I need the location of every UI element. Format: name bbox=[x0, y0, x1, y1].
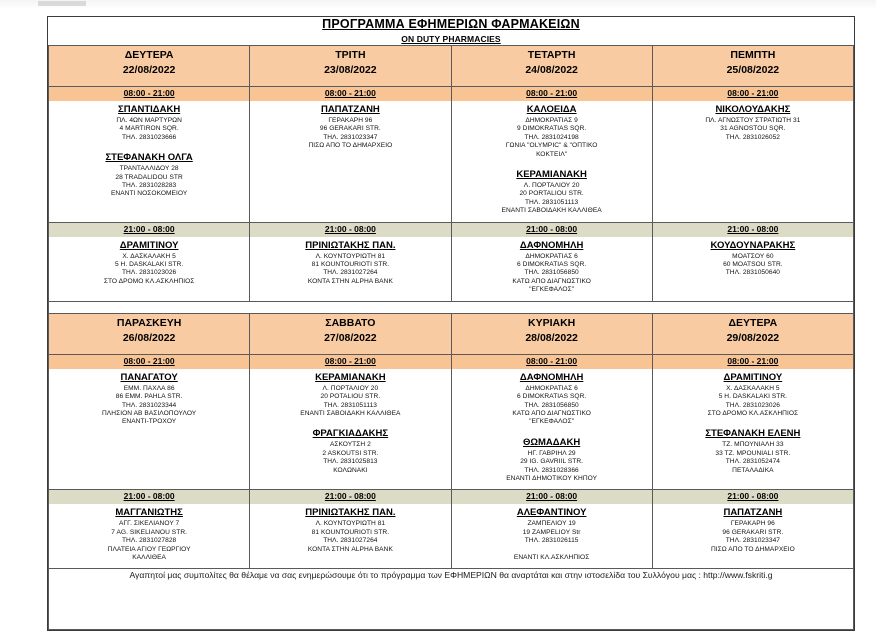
night-shift-row-week2 bbox=[49, 490, 854, 569]
pharmacy-detail-line: 4 MARTIRON SQR. bbox=[119, 125, 179, 133]
pharmacy-entry bbox=[252, 240, 448, 287]
pharmacy-detail-line: Λ. ΠΟΡΤΑΛΙΟΥ 20 bbox=[523, 182, 580, 190]
pharmacy-detail-line: ΠΙΣΩ ΑΠΟ ΤΟ ΔΗΜΑΡΧΕΙΟ bbox=[308, 142, 393, 150]
pharmacy-name: ΦΡΑΓΚΙΑΔΑΚΗΣ bbox=[312, 428, 389, 440]
pharmacy-detail-line: ΣΤΟ ΔΡΟΜΟ ΚΛ.ΑΣΚΛΗΠΙΟΣ bbox=[103, 277, 195, 285]
pharmacy-name: ΚΟΥΔΟΥΝΑΡΑΚΗΣ bbox=[710, 239, 796, 251]
pharmacy-detail-line: 7 AG. SIKELIANOU STR. bbox=[111, 528, 188, 536]
pharmacy-detail-line: 2 ASKOUTSI STR. bbox=[322, 449, 379, 457]
shift-band-day: 08:00 - 21:00 bbox=[452, 87, 652, 101]
pharmacy-entry bbox=[454, 507, 650, 562]
pharmacy-name: ΚΕΡΑΜΙΑΝΑΚΗ bbox=[315, 371, 386, 383]
pharmacy-detail-line: ΓΕΡΑΚΑΡΗ 96 bbox=[328, 117, 373, 124]
pharmacy-detail-line: 33 TZ. MPOUNIALI STR. bbox=[715, 449, 791, 457]
day-header-sat bbox=[250, 313, 451, 354]
pharmacy-detail-line: ΔΗΜΟΚΡΑΤΙΑΣ 6 bbox=[525, 384, 578, 392]
day-date: 23/08/2022 bbox=[324, 64, 377, 76]
pharmacy-entry bbox=[51, 104, 247, 142]
pharmacy-detail-line: ΠΙΣΩ ΑΠΟ ΤΟ ΔΗΜΑΡΧΕΙΟ bbox=[710, 545, 795, 553]
week-separator bbox=[49, 301, 854, 313]
browser-top-strip bbox=[0, 0, 876, 9]
day-header-mon2 bbox=[652, 313, 853, 354]
shift-band-night: 21:00 - 08:00 bbox=[452, 490, 652, 504]
day-name: ΚΥΡΙΑΚΗ bbox=[527, 316, 576, 329]
pharmacy-entry bbox=[252, 372, 448, 419]
pharmacy-detail-line: ΤΗΛ. 2831050640 bbox=[725, 269, 781, 277]
pharmacy-list bbox=[452, 369, 652, 490]
pharmacy-list bbox=[49, 369, 249, 433]
pharmacy-detail-line: ΖΑΜΠΕΛΙΟΥ 19 bbox=[527, 520, 576, 528]
pharmacy-name: ΝΙΚΟΛΟΥΔΑΚΗΣ bbox=[715, 104, 791, 115]
day-name: ΠΕΜΠΤΗ bbox=[730, 49, 776, 61]
pharmacy-detail-line: ΤΗΛ. 2831051113 bbox=[524, 198, 579, 206]
shift-band-night: 21:00 - 08:00 bbox=[250, 223, 450, 237]
pharmacy-name: ΔΡΑΜΙΤΙΝΟΥ bbox=[723, 371, 783, 383]
night-shift-cell bbox=[49, 222, 250, 301]
pharmacy-detail-line: ΚΑΤΩ ΑΠΟ ΔΙΑΓΝΩΣΤΙΚΟ bbox=[512, 277, 591, 285]
pharmacy-detail-line: ΚΟΚΤΕΙΛ" bbox=[536, 150, 568, 158]
pharmacy-detail-line: ΓΕΡΑΚΑΡΗ 96 bbox=[730, 520, 775, 528]
pharmacy-list bbox=[250, 237, 450, 293]
schedule-table bbox=[48, 17, 854, 630]
pharmacy-detail-line: ΜΟΑΤΣΟΥ 60 bbox=[732, 252, 774, 260]
pharmacy-detail-line: ΤΗΛ. 2831025813 bbox=[323, 458, 378, 466]
day-date: 27/08/2022 bbox=[324, 331, 377, 344]
pharmacy-detail-line: ΚΑΤΩ ΑΠΟ ΔΙΑΓΝΩΣΤΙΚΟ bbox=[512, 409, 591, 417]
pharmacy-detail-line: Χ. ΔΑΣΚΑΛΑΚΗ 5 bbox=[726, 384, 780, 392]
pharmacy-entry bbox=[252, 507, 448, 554]
pharmacy-name: ΠΡΙΝΙΩΤΑΚΗΣ ΠΑΝ. bbox=[305, 507, 396, 519]
pharmacy-entry bbox=[655, 428, 851, 475]
pharmacy-detail-line: 81 KOUNTOURIOTI STR. bbox=[311, 261, 390, 269]
pharmacy-name: ΔΑΦΝΟΜΗΛΗ bbox=[519, 371, 584, 383]
pharmacy-detail-line: 5 Η. DASKALAKI STR. bbox=[114, 261, 184, 269]
day-name: ΔΕΥΤΕΡΑ bbox=[728, 316, 778, 329]
pharmacy-detail-line: ΑΣΚΟΥΤΣΗ 2 bbox=[329, 441, 371, 449]
pharmacy-list bbox=[49, 504, 249, 568]
pharmacy-detail-line: 96 GERAKARI STR. bbox=[319, 125, 381, 133]
day-shift-cell bbox=[49, 87, 250, 223]
pharmacy-detail-line: 96 GERAKARI STR. bbox=[722, 528, 784, 536]
footer-cell bbox=[49, 569, 854, 630]
pharmacy-list bbox=[653, 237, 853, 284]
pharmacy-detail-line: ΤΗΛ. 2831023026 bbox=[725, 401, 781, 409]
pharmacy-detail-line: ΤΗΛ. 2831026115 bbox=[524, 537, 579, 545]
pharmacy-detail-line: 5 Η. DASKALAKI STR. bbox=[718, 393, 788, 401]
day-shift-row-week1 bbox=[49, 87, 854, 223]
pharmacy-list bbox=[653, 369, 853, 481]
page-title: ΠΡΟΓΡΑΜΜΑ ΕΦΗΜΕΡΙΩΝ ΦΑΡΜΑΚΕΙΩΝ bbox=[322, 17, 580, 31]
day-header-tue bbox=[250, 46, 451, 87]
pharmacy-detail-line: ΤΗΛ. 2831052474 bbox=[725, 458, 781, 466]
on-duty-pharmacies-sheet bbox=[47, 16, 855, 631]
day-shift-cell bbox=[652, 87, 853, 223]
footer-note: Αγαπητοί μας συμπολίτες θα θέλαμε να σας ενημερώσουμε ότι το πρόγραμμα των ΕΦΗΜΕΡΙΩΝ θα αναρτάται και στην ιστοσελίδα του Συλλόγου μας : http://www.fskriti.g bbox=[129, 570, 773, 581]
pharmacy-detail-line: ΗΓ. ΓΑΒΡΙΗΛ 29 bbox=[527, 449, 576, 457]
pharmacy-detail-line: ΚΟΛΩΝΑΚΙ bbox=[333, 466, 368, 474]
pharmacy-name: ΚΕΡΑΜΙΑΝΑΚΗ bbox=[516, 169, 587, 181]
night-shift-row-week1 bbox=[49, 222, 854, 301]
day-shift-row-week2 bbox=[49, 354, 854, 490]
pharmacy-detail-line: ΔΗΜΟΚΡΑΤΙΑΣ 9 bbox=[525, 117, 578, 124]
pharmacy-detail-line: "ΕΓΚΕΦΑΛΟΣ" bbox=[529, 418, 575, 426]
pharmacy-entry bbox=[454, 437, 650, 484]
pharmacy-detail-line: 81 KOUNTOURIOTI STR. bbox=[311, 528, 390, 536]
table-body bbox=[49, 17, 854, 630]
day-name: ΣΑΒΒΑΤΟ bbox=[325, 316, 376, 329]
pharmacy-entry bbox=[655, 240, 851, 278]
shift-band-day: 08:00 - 21:00 bbox=[250, 87, 450, 101]
pharmacy-entry bbox=[51, 240, 247, 287]
pharmacy-detail-line: 29 IG. GAVRIIL STR. bbox=[520, 458, 584, 466]
pharmacy-detail-line: ΤΗΛ. 2831023347 bbox=[323, 133, 378, 141]
pharmacy-name: ΠΑΠΑΤΖΑΝΗ bbox=[723, 507, 783, 519]
pharmacy-detail-line: 20 POTALIOU STR. bbox=[320, 393, 381, 401]
pharmacy-entry bbox=[655, 372, 851, 419]
pharmacy-detail-line: 28 TRADALIDOU STR bbox=[115, 173, 183, 181]
pharmacy-detail-line: ΤΗΛ. 2831056850 bbox=[524, 401, 579, 409]
night-shift-cell bbox=[49, 490, 250, 569]
pharmacy-detail-line: Λ. ΚΟΥΝΤΟΥΡΙΩΤΗ 81 bbox=[315, 520, 386, 528]
pharmacy-name: ΔΑΦΝΟΜΗΛΗ bbox=[519, 239, 584, 251]
pharmacy-name: ΣΤΕΦΑΝΑΚΗ ΟΛΓΑ bbox=[105, 152, 193, 164]
pharmacy-detail-line: ΤΗΛ. 2831023344 bbox=[121, 401, 177, 409]
pharmacy-name: ΔΡΑΜΙΤΙΝΟΥ bbox=[119, 239, 179, 251]
pharmacy-detail-line: ΚΟΝΤΑ ΣΤΗΝ ALPHA BANK bbox=[307, 277, 393, 285]
week-separator-row bbox=[49, 301, 854, 313]
day-name: ΤΕΤΑΡΤΗ bbox=[527, 49, 576, 61]
pharmacy-name: ΠΑΝΑΓΑΤΟΥ bbox=[120, 371, 178, 383]
pharmacy-list bbox=[250, 369, 450, 481]
pharmacy-detail-line: ΣΤΟ ΔΡΟΜΟ ΚΛ.ΑΣΚΛΗΠΙΟΣ bbox=[707, 409, 799, 417]
day-shift-cell bbox=[451, 354, 652, 490]
pharmacy-list bbox=[653, 101, 853, 148]
night-shift-cell bbox=[451, 222, 652, 301]
pharmacy-entry bbox=[252, 104, 448, 151]
pharmacy-detail-line: ΤΗΛ. 2831051113 bbox=[323, 401, 378, 409]
pharmacy-detail-line: ΕΜΜ. ΠΑΧΛΑ 86 bbox=[123, 384, 175, 392]
day-header-thu bbox=[652, 46, 853, 87]
day-shift-cell bbox=[250, 354, 451, 490]
shift-band-night: 21:00 - 08:00 bbox=[250, 490, 450, 504]
pharmacy-detail-line: ΤΗΛ. 2831027264 bbox=[323, 537, 378, 545]
day-header-mon bbox=[49, 46, 250, 87]
footer-row bbox=[49, 569, 854, 630]
shift-band-day: 08:00 - 21:00 bbox=[49, 355, 249, 369]
page-subtitle: ON DUTY PHARMACIES bbox=[401, 34, 501, 44]
pharmacy-entry bbox=[252, 428, 448, 475]
shift-band-day: 08:00 - 21:00 bbox=[653, 355, 853, 369]
pharmacy-detail-line: ΚΟΝΤΑ ΣΤΗΝ ALPHA BANK bbox=[307, 545, 393, 553]
day-header-row-week2 bbox=[49, 313, 854, 354]
day-date: 25/08/2022 bbox=[726, 64, 780, 76]
pharmacy-detail-line: 19 ZAMPELIOY Str bbox=[522, 528, 581, 536]
day-header-sun bbox=[451, 313, 652, 354]
pharmacy-detail-line: ΑΓΓ. ΣΙΚΕΛΙΑΝΟΥ 7 bbox=[119, 520, 180, 528]
night-shift-cell bbox=[250, 222, 451, 301]
pharmacy-name: ΘΩΜΑΔΑΚΗ bbox=[523, 436, 581, 448]
pharmacy-detail-line: ΤΗΛ. 2831028366 bbox=[524, 466, 579, 474]
pharmacy-name: ΚΑΛΟΕΙΔΑ bbox=[526, 104, 577, 115]
pharmacy-detail-line: ΕΝΑΝΤΙ ΔΗΜΟΤΙΚΟΥ ΚΗΠΟΥ bbox=[506, 474, 598, 482]
pharmacy-detail-line bbox=[454, 546, 650, 554]
day-header-row-week1 bbox=[49, 46, 854, 87]
pharmacy-detail-line: ΤΗΛ. 2831023666 bbox=[121, 133, 177, 141]
pharmacy-detail-line: ΤΗΛ. 2831027828 bbox=[121, 537, 177, 545]
pharmacy-detail-line: 60 MOATSOU STR. bbox=[723, 261, 783, 269]
pharmacy-detail-line: ΕΝΑΝΤΙ ΣΑΒΟΙΔΑΚΗ ΚΑΛΛΙΘΕΑ bbox=[300, 409, 401, 417]
pharmacy-detail-line: ΤΡΑΝΤΑΛΛΙΔΟΥ 28 bbox=[119, 165, 179, 173]
day-date: 22/08/2022 bbox=[122, 64, 176, 76]
pharmacy-detail-line: ΤΗΛ. 2831027264 bbox=[323, 269, 378, 277]
day-header-wed bbox=[451, 46, 652, 87]
day-name: ΠΑΡΑΣΚΕΥΗ bbox=[116, 316, 182, 329]
pharmacy-detail-line: 6 DIMOKRATIAS SQR. bbox=[516, 393, 587, 401]
day-shift-cell bbox=[49, 354, 250, 490]
shift-band-night: 21:00 - 08:00 bbox=[452, 223, 652, 237]
shift-band-night: 21:00 - 08:00 bbox=[653, 490, 853, 504]
pharmacy-detail-line: ΠΛ. 4ΩΝ ΜΑΡΤΥΡΩΝ bbox=[116, 117, 182, 124]
pharmacy-detail-line: ΔΗΜΟΚΡΑΤΙΑΣ 6 bbox=[525, 252, 578, 260]
pharmacy-detail-line: ΤΗΛ. 2831023026 bbox=[121, 269, 177, 277]
pharmacy-entry bbox=[454, 240, 650, 295]
pharmacy-entry bbox=[51, 372, 247, 427]
shift-band-day: 08:00 - 21:00 bbox=[452, 355, 652, 369]
pharmacy-detail-line: Λ. ΠΟΡΤΑΛΙΟΥ 20 bbox=[322, 384, 379, 392]
title-cell bbox=[49, 17, 854, 46]
pharmacy-list bbox=[250, 504, 450, 560]
pharmacy-detail-line: ΕΝΑΝΤΙ ΣΑΒΟΙΔΑΚΗ ΚΑΛΛΙΘΕΑ bbox=[501, 207, 602, 215]
pharmacy-detail-line: 20 PORTALIOU STR. bbox=[519, 190, 584, 198]
pharmacy-detail-line: Χ. ΔΑΣΚΑΛΑΚΗ 5 bbox=[122, 252, 176, 260]
pharmacy-entry bbox=[454, 104, 650, 159]
pharmacy-list bbox=[452, 237, 652, 301]
day-shift-cell bbox=[652, 354, 853, 490]
pharmacy-name: ΣΤΕΦΑΝΑΚΗ ΕΛΕΝΗ bbox=[705, 428, 801, 440]
day-name: ΤΡΙΤΗ bbox=[335, 49, 366, 61]
shift-band-day: 08:00 - 21:00 bbox=[250, 355, 450, 369]
pharmacy-detail-line: ΕΝΑΝΤΙ ΝΟΣΟΚΟΜΕΙΟΥ bbox=[110, 190, 188, 198]
pharmacy-detail-line: ΕΝΑΝΤΙ-ΤΡΟΧΟΥ bbox=[121, 418, 177, 426]
pharmacy-detail-line: ΠΛ. ΑΓΝΩΣΤΟΥ ΣΤΡΑΤΙΩΤΗ 31 bbox=[705, 117, 801, 124]
night-shift-cell bbox=[652, 222, 853, 301]
day-date: 29/08/2022 bbox=[726, 331, 780, 344]
pharmacy-detail-line: ΤΖ. ΜΠΟΥΝΙΑΛΗ 33 bbox=[722, 441, 784, 449]
pharmacy-detail-line: ΤΗΛ. 2831056850 bbox=[524, 269, 579, 277]
night-shift-cell bbox=[652, 490, 853, 569]
shift-band-day: 08:00 - 21:00 bbox=[653, 87, 853, 101]
day-header-fri bbox=[49, 313, 250, 354]
pharmacy-list bbox=[250, 101, 450, 157]
night-shift-cell bbox=[250, 490, 451, 569]
pharmacy-list bbox=[49, 237, 249, 293]
pharmacy-detail-line: ΤΗΛ. 2831024198 bbox=[524, 133, 579, 141]
pharmacy-list bbox=[49, 101, 249, 205]
pharmacy-list bbox=[452, 101, 652, 222]
pharmacy-detail-line: ΤΗΛ. 2831023347 bbox=[725, 537, 781, 545]
pharmacy-detail-line: "ΕΓΚΕΦΑΛΟΣ" bbox=[529, 286, 575, 294]
shift-band-night: 21:00 - 08:00 bbox=[49, 490, 249, 504]
pharmacy-entry bbox=[655, 507, 851, 554]
pharmacy-detail-line: ΤΗΛ. 2831028283 bbox=[121, 182, 177, 190]
pharmacy-list bbox=[452, 504, 652, 568]
day-shift-cell bbox=[250, 87, 451, 223]
pharmacy-detail-line: ΤΗΛ. 2831026052 bbox=[725, 133, 781, 141]
day-date: 28/08/2022 bbox=[525, 331, 578, 344]
pharmacy-entry bbox=[454, 372, 650, 427]
day-date: 24/08/2022 bbox=[525, 64, 578, 76]
pharmacy-name: ΣΠΑΝΤΙΔΑΚΗ bbox=[118, 104, 181, 115]
pharmacy-detail-line: 9 DIMOKRATIAS SQR. bbox=[516, 125, 587, 133]
shift-band-day: 08:00 - 21:00 bbox=[49, 87, 249, 101]
pharmacy-detail-line: ΠΛΑΤΕΙΑ ΑΓΙΟΥ ΓΕΩΡΓΙΟΥ bbox=[107, 545, 191, 553]
pharmacy-detail-line: ΠΕΤΑΛΑΔΙΚΑ bbox=[732, 466, 774, 474]
pharmacy-detail-line: ΓΩΝΙΑ "OLYMPIC" & "ΟΠΤΙΚΟ bbox=[505, 142, 598, 150]
title-row bbox=[49, 17, 854, 46]
shift-band-night: 21:00 - 08:00 bbox=[653, 223, 853, 237]
pharmacy-name: ΠΑΠΑΤΖΑΝΗ bbox=[320, 104, 380, 115]
pharmacy-detail-line: Λ. ΚΟΥΝΤΟΥΡΙΩΤΗ 81 bbox=[315, 252, 386, 260]
pharmacy-entry bbox=[655, 104, 851, 142]
shift-band-night: 21:00 - 08:00 bbox=[49, 223, 249, 237]
pharmacy-name: ΜΑΓΓΑΝΙΩΤΗΣ bbox=[115, 507, 183, 519]
pharmacy-entry bbox=[51, 152, 247, 199]
browser-tab-ghost bbox=[38, 1, 86, 6]
pharmacy-detail-line: 6 DIMOKRATIAS SQR. bbox=[516, 261, 587, 269]
pharmacy-detail-line: 31 AGNOSTOU SQR. bbox=[720, 125, 786, 133]
pharmacy-detail-line: ΠΛΗΣΙΟΝ ΑΒ ΒΑΣΙΛΟΠΟΥΛΟΥ bbox=[102, 409, 197, 417]
pharmacy-name: ΑΛΕΦΑΝΤΙΝΟΥ bbox=[516, 507, 587, 519]
pharmacy-entry bbox=[454, 169, 650, 216]
day-date: 26/08/2022 bbox=[122, 331, 176, 344]
day-name: ΔΕΥΤΕΡΑ bbox=[124, 49, 174, 61]
pharmacy-detail-line: 86 ΕΜΜ. PAHLA STR. bbox=[115, 393, 183, 401]
pharmacy-entry bbox=[51, 507, 247, 562]
pharmacy-list bbox=[653, 504, 853, 560]
day-shift-cell bbox=[451, 87, 652, 223]
night-shift-cell bbox=[451, 490, 652, 569]
pharmacy-detail-line: ΚΑΛΛΙΘΕΑ bbox=[132, 553, 166, 561]
pharmacy-detail-line: ΕΝΑΝΤΙ ΚΛ.ΑΣΚΛΗΠΙΟΣ bbox=[513, 553, 590, 561]
pharmacy-name: ΠΡΙΝΙΩΤΑΚΗΣ ΠΑΝ. bbox=[305, 239, 396, 251]
